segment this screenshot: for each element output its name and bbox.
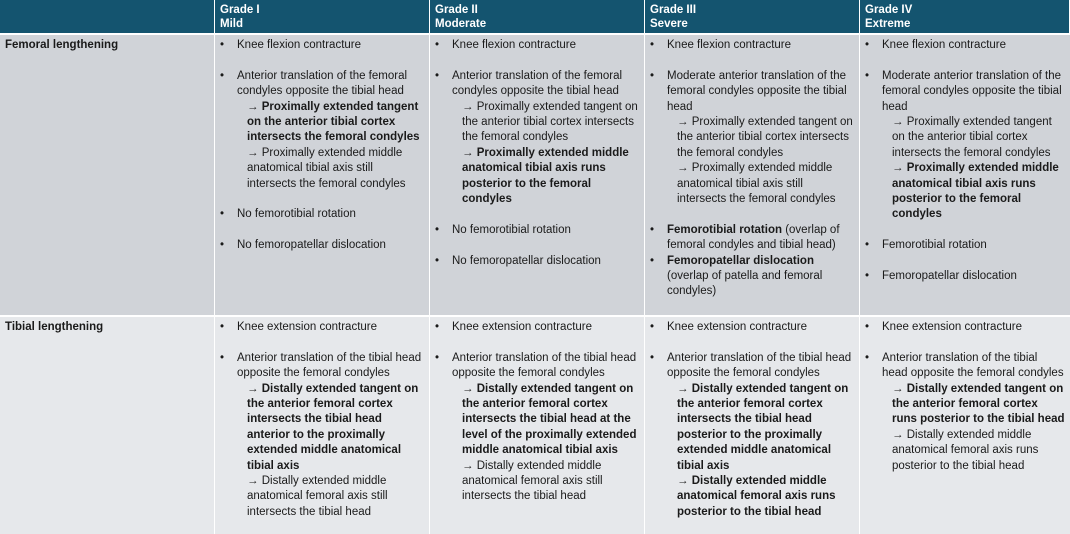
sub-item-text: Distally extended tangent on the anterior femoral cortex intersects the tibial head posterior to the proximally extended middle anatomical tibial axis xyxy=(677,382,849,472)
item-text: Knee extension contracture xyxy=(667,321,808,333)
sub-item xyxy=(237,474,424,520)
sub-item xyxy=(452,146,639,208)
sub-item-text: Proximally extended middle anatomical tibial axis still intersects the femoral condyles xyxy=(247,146,406,190)
sub-item xyxy=(452,382,639,459)
sub-item xyxy=(667,161,854,207)
list-item xyxy=(865,269,1065,284)
grade-2-title: Grade II xyxy=(435,4,478,16)
item-text-bold: Femorotibial rotation xyxy=(667,223,782,236)
sub-item xyxy=(667,115,854,161)
arrow-icon: → xyxy=(677,382,689,395)
item-text: Femoropatellar dislocation xyxy=(882,270,1017,283)
item-text: Anterior translation of the tibial head opposite the femoral condyles xyxy=(237,351,422,380)
sub-item-text: Distally extended middle anatomical femoral axis runs posterior to the tibial head xyxy=(677,475,836,518)
femoral-grade-2-cell xyxy=(430,35,645,317)
list-item xyxy=(865,38,1065,53)
sub-item xyxy=(237,146,424,192)
item-text: Knee extension contracture xyxy=(452,321,593,333)
arrow-icon: → xyxy=(462,146,474,159)
arrow-icon: → xyxy=(247,146,259,159)
sub-item-text: Distally extended tangent on the anterior femoral cortex intersects the tibial head anterior to the proximally extended middle anatomical tibial axis xyxy=(247,382,419,472)
list-item xyxy=(650,69,854,208)
list-item xyxy=(865,351,1065,474)
sub-item-text: Distally extended middle anatomical femoral axis still intersects the tibial head xyxy=(462,459,603,503)
list-item xyxy=(220,351,424,520)
arrow-icon: → xyxy=(247,382,259,395)
list-item xyxy=(865,238,1065,253)
bullet-icon: • xyxy=(650,223,655,236)
item-text: Knee flexion contracture xyxy=(882,39,1007,51)
arrow-icon: → xyxy=(247,475,259,488)
bullet-icon: • xyxy=(865,39,870,51)
arrow-icon: → xyxy=(462,459,474,472)
bullet-icon: • xyxy=(220,321,225,333)
item-text: No femoropatellar dislocation xyxy=(237,239,386,252)
sub-item-text: Proximally extended tangent on the anterior tibial cortex intersects the femoral condyles xyxy=(892,116,1052,159)
list-item xyxy=(435,223,639,238)
list-item xyxy=(865,320,1065,335)
bullet-icon: • xyxy=(220,39,225,51)
sub-item-text: Distally extended middle anatomical femoral axis runs posterior to the tibial head xyxy=(892,428,1039,472)
header-grade-1 xyxy=(215,0,430,35)
grade-1-title: Grade I xyxy=(220,4,260,16)
arrow-icon: → xyxy=(677,162,689,175)
grade-2-subtitle: Moderate xyxy=(435,18,487,30)
list-item xyxy=(435,351,639,505)
list-item xyxy=(435,254,639,269)
item-text: Anterior translation of the femoral condyles opposite the tibial head xyxy=(452,69,623,98)
item-text: No femoropatellar dislocation xyxy=(452,254,601,267)
item-text: Anterior translation of the tibial head opposite the femoral condyles xyxy=(667,351,852,380)
item-text: Knee extension contracture xyxy=(882,321,1023,333)
item-text: Moderate anterior translation of the femoral condyles opposite the tibial head xyxy=(882,69,1062,113)
list-item xyxy=(650,320,854,335)
item-text-bold: Femoropatellar dislocation xyxy=(667,254,814,267)
sub-item xyxy=(882,382,1065,428)
arrow-icon: → xyxy=(462,100,474,113)
bullet-icon: • xyxy=(435,254,440,267)
item-text: Knee flexion contracture xyxy=(452,39,577,51)
sub-item-text: Proximally extended tangent on the anterior tibial cortex intersects the femoral condyles xyxy=(462,100,638,144)
arrow-icon: → xyxy=(892,428,904,441)
tibial-grade-2-cell xyxy=(430,317,645,534)
arrow-icon: → xyxy=(892,382,904,395)
bullet-icon: • xyxy=(435,223,440,236)
bullet-icon: • xyxy=(865,321,870,333)
bullet-icon: • xyxy=(650,39,655,51)
bullet-icon: • xyxy=(865,239,870,252)
grade-4-subtitle: Extreme xyxy=(865,18,911,30)
arrow-icon: → xyxy=(892,162,904,175)
bullet-icon: • xyxy=(220,351,225,364)
list-item xyxy=(650,254,854,300)
femoral-grade-4-cell xyxy=(860,35,1070,317)
grade-4-title: Grade IV xyxy=(865,4,913,16)
item-text: Moderate anterior translation of the femoral condyles opposite the tibial head xyxy=(667,69,847,113)
list-item xyxy=(435,38,639,53)
item-text: No femorotibial rotation xyxy=(237,208,356,221)
item-text: Anterior translation of the tibial head opposite the femoral condyles xyxy=(452,351,637,380)
bullet-icon: • xyxy=(650,351,655,364)
list-item xyxy=(650,223,854,254)
list-item xyxy=(650,351,854,520)
sub-item xyxy=(452,100,639,146)
list-item xyxy=(650,38,854,53)
grade-1-subtitle: Mild xyxy=(220,18,243,30)
list-item xyxy=(220,69,424,192)
item-text: No femorotibial rotation xyxy=(452,223,571,236)
item-text: Knee flexion contracture xyxy=(667,39,792,51)
sub-item-text: Proximally extended tangent on the anterior tibial cortex intersects the femoral condyles xyxy=(247,100,420,144)
item-text: Anterior translation of the tibial head opposite the femoral condyles xyxy=(882,351,1064,380)
header-grade-3 xyxy=(645,0,860,35)
sub-item-text: Distally extended tangent on the anterior femoral cortex runs posterior to the tibial head xyxy=(892,382,1065,426)
header-grade-2 xyxy=(430,0,645,35)
bullet-icon: • xyxy=(435,321,440,333)
sub-item xyxy=(452,459,639,505)
sub-item xyxy=(882,115,1065,161)
sub-item xyxy=(237,100,424,146)
arrow-icon: → xyxy=(892,116,904,129)
sub-item-text: Distally extended middle anatomical femoral axis still intersects the tibial head xyxy=(247,475,388,518)
arrow-icon: → xyxy=(462,382,474,395)
sub-item xyxy=(667,474,854,520)
tibial-grade-1-cell xyxy=(215,317,430,534)
bullet-icon: • xyxy=(865,351,870,364)
item-text: Femorotibial rotation xyxy=(882,239,987,252)
row-label-femoral: Femoral lengthening xyxy=(0,35,215,317)
sub-item-text: Proximally extended tangent on the anterior tibial cortex intersects the femoral condyles xyxy=(677,116,853,159)
tibial-grade-3-cell xyxy=(645,317,860,534)
femoral-grade-1-cell xyxy=(215,35,430,317)
bullet-icon: • xyxy=(435,69,440,82)
bullet-icon: • xyxy=(435,39,440,51)
sub-item-text: Proximally extended middle anatomical tibial axis runs posterior to the femoral condyles xyxy=(892,162,1059,221)
bullet-icon: • xyxy=(220,69,225,82)
grade-3-subtitle: Severe xyxy=(650,18,688,30)
list-item xyxy=(435,320,639,335)
femoral-grade-3-cell xyxy=(645,35,860,317)
list-item xyxy=(220,38,424,53)
item-text: (overlap of patella and femoral condyles) xyxy=(667,270,823,298)
arrow-icon: → xyxy=(677,116,689,129)
sub-item xyxy=(237,382,424,474)
item-text: Anterior translation of the femoral condyles opposite the tibial head xyxy=(237,69,408,98)
item-text: Knee flexion contracture xyxy=(237,39,362,51)
list-item xyxy=(220,207,424,222)
bullet-icon: • xyxy=(220,239,225,252)
grade-3-title: Grade III xyxy=(650,4,697,16)
sub-item xyxy=(882,428,1065,474)
sub-item xyxy=(667,382,854,474)
list-item xyxy=(435,69,639,208)
header-grade-4 xyxy=(860,0,1070,35)
bullet-icon: • xyxy=(650,254,655,267)
list-item xyxy=(220,238,424,253)
bullet-icon: • xyxy=(650,321,655,333)
bullet-icon: • xyxy=(650,69,655,82)
list-item xyxy=(865,69,1065,223)
bullet-icon: • xyxy=(865,69,870,82)
sub-item-text: Distally extended tangent on the anterior femoral cortex intersects the tibial head at the level of the proximally extended middle anatomical tibial axis xyxy=(462,382,637,457)
item-text: (overlap of femoral condyles and tibial head) xyxy=(667,223,840,252)
tibial-grade-4-cell xyxy=(860,317,1070,534)
bullet-icon: • xyxy=(865,270,870,283)
sub-item-text: Proximally extended middle anatomical tibial axis runs posterior to the femoral condyles xyxy=(462,146,629,206)
sub-item xyxy=(882,161,1065,223)
list-item xyxy=(220,320,424,335)
arrow-icon: → xyxy=(247,100,259,113)
row-label-tibial: Tibial lengthening xyxy=(0,317,215,534)
arrow-icon: → xyxy=(677,475,689,488)
sub-item-text: Proximally extended middle anatomical tibial axis still intersects the femoral condyles xyxy=(677,162,836,206)
header-empty xyxy=(0,0,215,35)
bullet-icon: • xyxy=(435,351,440,364)
item-text: Knee extension contracture xyxy=(237,321,378,333)
bullet-icon: • xyxy=(220,208,225,221)
